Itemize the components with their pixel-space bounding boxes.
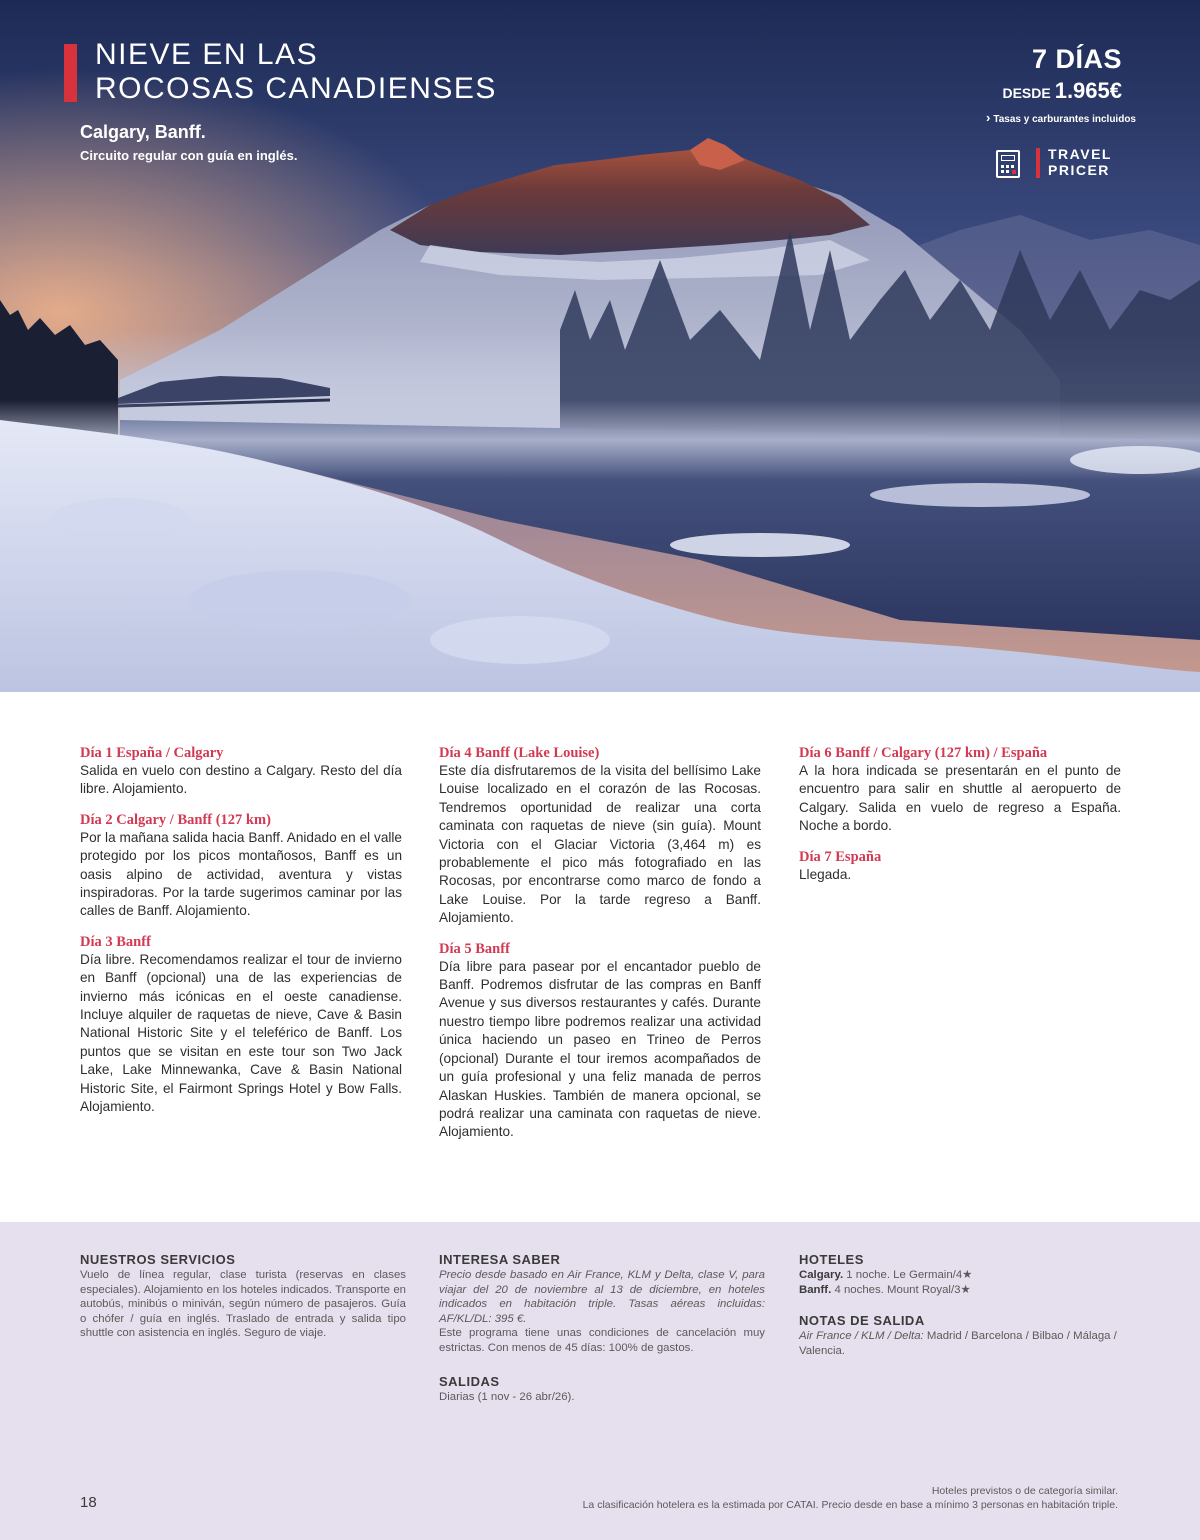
page-number: 18 xyxy=(80,1494,97,1511)
tour-type-text: Circuito regular con guía en inglés. xyxy=(80,148,298,163)
hotel-city: Banff. xyxy=(799,1283,832,1296)
hotels-heading: HOTELES xyxy=(799,1252,864,1267)
day-text: Por la mañana salida hacia Banff. Anidado en el valle protegido por los picos montañosos, Banff es un oasis alpino de actividad, aventura y vistas inspiradoras. Por la tarde sugerimos caminar por las calles de Banff. Alojamiento. xyxy=(80,829,402,919)
travel-pricer-badge[interactable] xyxy=(996,146,1122,182)
services-section xyxy=(80,1252,406,1341)
day-title: Día 3 Banff xyxy=(80,933,151,950)
day-text: Salida en vuelo con destino a Calgary. Resto del día libre. Alojamiento. xyxy=(80,763,402,797)
day-text: Día libre para pasear por el encantador pueblo de Banff. Podremos disfrutar de las compras en Banff Avenue y sus diversos restaurantes y cafés. Durante nuestro tiempo libre podremos realizar una actividad única haciendo un paseo en Trineo de Perros (opcional) Durante el tour iremos acompañados de un guía profesional y una feliz manada de perros Alaskan Huskies. También de manera opcional, se podrá realizar una caminata con raquetas de nieve. Alojamiento. xyxy=(439,958,761,1140)
itinerary-column-3 xyxy=(799,744,1121,896)
itinerary-column-2 xyxy=(439,744,761,1154)
itinerary-column-1 xyxy=(80,744,402,1129)
hotels-section xyxy=(799,1252,1125,1358)
itinerary-day-6 xyxy=(799,744,1121,836)
hotel-detail: 4 noches. Mount Royal/3★ xyxy=(834,1283,971,1296)
departure-cities-text: Madrid / Barcelona / Bilbao / Málaga / Valencia. xyxy=(799,1330,1117,1357)
good-to-know-section xyxy=(439,1252,765,1404)
pricer-label xyxy=(1048,146,1112,178)
itinerary-day-7 xyxy=(799,848,1121,884)
cancellation-text: Este programa tiene unas condiciones de cancelación muy estrictas. Con menos de 45 días: 100% de gastos. xyxy=(439,1327,765,1354)
airlines-text: Air France / KLM / Delta: xyxy=(799,1330,924,1343)
itinerary-day-5 xyxy=(439,940,761,1142)
hero-photo xyxy=(0,0,1200,692)
hotel-calgary xyxy=(799,1268,1125,1283)
day-text: Este día disfrutaremos de la visita del bellísimo Lake Louise localizado en el corazón de las Rocosas. Tendremos oportunidad de realizar una corta caminata con raquetas de nieve (sin guía). Mount Victoria con el Glaciar Victoria (3,464 m) es probablemente el pico más fotografiado en las Rocosas, por encontrarse como marco de fondo a Lake Louise. Por la tarde regreso a Banff. Alojamiento. xyxy=(439,763,761,926)
services-heading: NUESTROS SERVICIOS xyxy=(80,1252,236,1267)
hotel-detail: 1 noche. Le Germain/4★ xyxy=(846,1269,973,1281)
pricer-line-1: TRAVEL xyxy=(1048,146,1112,162)
chevron-right-icon: › xyxy=(986,110,991,125)
footer-notes xyxy=(583,1484,1118,1512)
price-basis-text: Precio desde basado en Air France, KLM y Delta, clase V, para viajar del 20 de noviembre al 13 de diciembre, en hoteles indicados en habitación triple. Tasas aéreas incluidas: AF/KL/DL: 395 €. xyxy=(439,1269,765,1325)
day-title: Día 4 Banff (Lake Louise) xyxy=(439,745,600,761)
services-text: Vuelo de línea regular, clase turista (reservas en clases especiales). Alojamiento en los hoteles indicados. Transporte en autobús, minibús o miniván, según número de pasajeros. Guía o chófer / guía en inglés. Traslado de entrada y salida tipo shuttle con asistencia en inglés. Seguro de viaje. xyxy=(80,1269,406,1340)
duration-label: 7 DÍAS xyxy=(1031,44,1122,74)
day-title: Día 2 Calgary / Banff (127 km) xyxy=(80,811,271,828)
itinerary-day-4 xyxy=(439,744,761,928)
title-line-2: ROCOSAS CANADIENSES xyxy=(95,72,497,105)
price-prefix: DESDE xyxy=(1002,85,1051,101)
title-accent-bar xyxy=(64,44,77,102)
price-line xyxy=(1002,78,1122,104)
hotel-banff xyxy=(799,1283,1125,1298)
day-text: A la hora indicada se presentarán en el punto de encuentro para salir en shuttle al aeropuerto de Calgary. Salida en vuelo de regreso a España. Noche a bordo. xyxy=(799,763,1121,834)
itinerary-day-1 xyxy=(80,744,402,799)
itinerary-day-2 xyxy=(80,811,402,921)
day-text: Llegada. xyxy=(799,866,852,882)
hotel-city: Calgary. xyxy=(799,1269,844,1281)
price-value: 1.965€ xyxy=(1054,78,1122,103)
footer-line-2: La clasificación hotelera es la estimada por CATAI. Precio desde en base a mínimo 3 personas en habitación triple. xyxy=(582,1499,1118,1511)
day-title: Día 6 Banff / Calgary (127 km) / España xyxy=(799,745,1048,761)
good-to-know-heading: INTERESA SABER xyxy=(439,1252,561,1267)
footer-line-1: Hoteles previstos o de categoría similar. xyxy=(931,1485,1118,1497)
departures-heading: SALIDAS xyxy=(439,1373,500,1389)
pricer-accent-bar xyxy=(1036,148,1040,178)
pricer-line-2: PRICER xyxy=(1048,162,1110,178)
calculator-icon xyxy=(996,150,1020,178)
day-title: Día 1 España / Calgary xyxy=(80,745,224,761)
departure-notes-text xyxy=(799,1329,1125,1358)
taxes-text: Tasas y carburantes incluidos xyxy=(993,114,1136,125)
day-title: Día 7 España xyxy=(799,848,882,865)
itinerary-day-3 xyxy=(80,933,402,1117)
title-line-1: NIEVE EN LAS xyxy=(95,38,319,71)
departure-notes-heading: NOTAS DE SALIDA xyxy=(799,1313,925,1329)
departures-text: Diarias (1 nov - 26 abr/26). xyxy=(439,1390,575,1403)
info-band xyxy=(0,1222,1200,1540)
day-text: Día libre. Recomendamos realizar el tour de invierno en Banff (opcional) una de las experiencias de invierno más icónicas en el oeste canadiense. Incluye alquiler de raquetas de nieve, Cave & Basin National Historic Site y el teleférico de Banff. Los puntos que se visitan en este tour son Two Jack Lake, Lake Minnewanka, Cave & Basin National Historic Site, el Fairmont Springs Hotel y Bow Falls. Alojamiento. xyxy=(80,951,402,1115)
page-title xyxy=(95,38,497,106)
destinations-subtitle: Calgary, Banff. xyxy=(80,122,206,142)
taxes-note xyxy=(986,110,1136,125)
day-title: Día 5 Banff xyxy=(439,940,510,957)
